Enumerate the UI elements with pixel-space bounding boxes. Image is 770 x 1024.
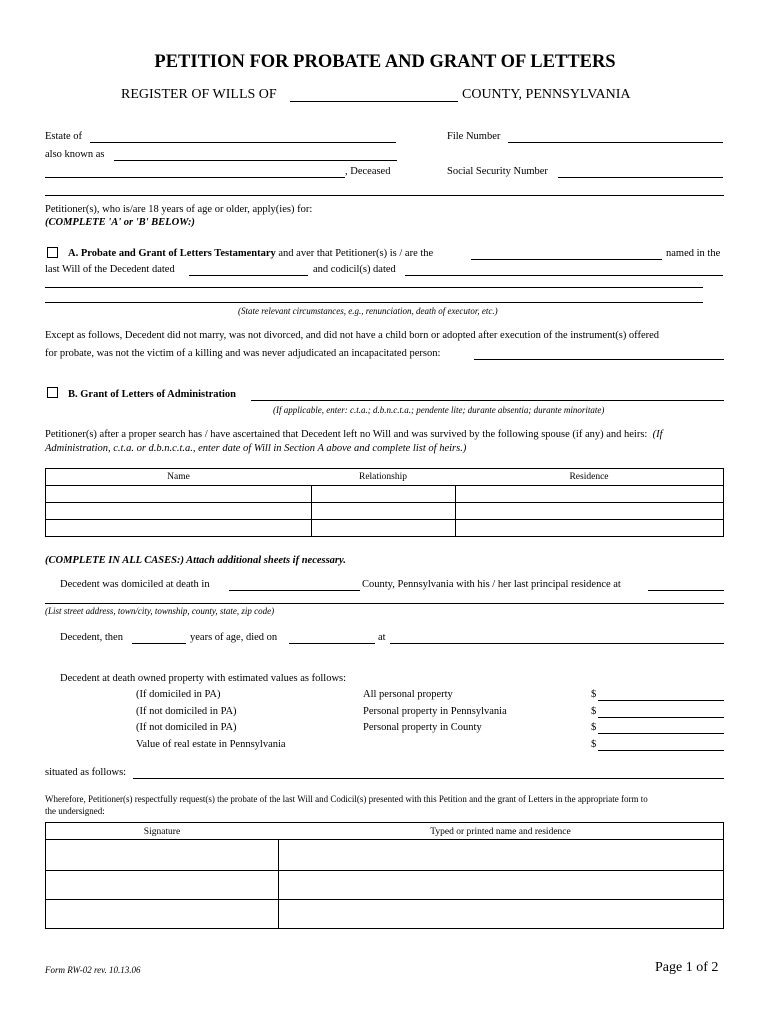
deceased-label: , Deceased (345, 166, 391, 177)
section-divider (45, 195, 724, 196)
aka-field-2[interactable] (45, 177, 345, 178)
situated-field[interactable] (133, 778, 724, 779)
except-field[interactable] (474, 359, 724, 360)
section-a-title: A. Probate and Grant of Letters Testamentary (68, 248, 276, 259)
circumstances-line-2[interactable] (45, 302, 703, 303)
register-suffix: COUNTY, PENNSYLVANIA (462, 87, 631, 102)
wherefore-line-1: Wherefore, Petitioner(s) respectfully request(s) the probate of the last Will and Codicil(s) presented with this Petition and the grant of Letters in the appropriate form to (45, 794, 648, 804)
currency-symbol: $ (591, 706, 597, 717)
currency-symbol: $ (591, 722, 597, 733)
search-line-1-italic: (If (652, 429, 663, 440)
search-line-2: Administration, c.t.a. or d.b.n.c.t.a., enter date of Will in Section A above and complete list of heirs.) (45, 443, 467, 454)
petitioner-role-field[interactable] (471, 259, 662, 260)
decedent-then-label: Decedent, then (60, 632, 123, 643)
age-field[interactable] (132, 643, 186, 644)
section-b-title: B. Grant of Letters of Administration (68, 389, 236, 400)
heirs-cell[interactable] (456, 503, 723, 519)
petitioners-intro: Petitioner(s), who is/are 18 years of age or older, apply(ies) for: (45, 204, 313, 215)
will-date-field[interactable] (189, 275, 308, 276)
residence-field-2[interactable] (45, 603, 724, 604)
signature-cell[interactable] (46, 900, 278, 928)
ssn-field[interactable] (558, 177, 723, 178)
county-field[interactable] (290, 101, 458, 102)
property-condition: (If not domiciled in PA) (136, 722, 237, 733)
years-died-label: years of age, died on (190, 632, 278, 643)
real-estate-value[interactable] (598, 750, 724, 751)
property-condition: Value of real estate in Pennsylvania (136, 739, 286, 750)
property-condition: (If not domiciled in PA) (136, 706, 237, 717)
all-personal-property-value[interactable] (598, 700, 724, 701)
estate-of-field[interactable] (90, 142, 396, 143)
address-note: (List street address, town/city, township, county, state, zip code) (45, 606, 275, 616)
signature-cell[interactable] (46, 840, 278, 870)
heirs-col-name: Name (167, 472, 190, 482)
name-residence-col-header: Typed or printed name and residence (430, 827, 571, 837)
heirs-cell[interactable] (456, 486, 723, 502)
estate-of-label: Estate of (45, 131, 83, 142)
heirs-cell[interactable] (46, 503, 311, 519)
section-b-checkbox[interactable] (47, 387, 58, 398)
wherefore-line-2: the undersigned: (45, 806, 105, 816)
aka-field[interactable] (114, 160, 397, 161)
file-number-field[interactable] (508, 142, 723, 143)
page-title: PETITION FOR PROBATE AND GRANT OF LETTERS (154, 52, 616, 72)
circumstances-note: (State relevant circumstances, e.g., renunciation, death of executor, etc.) (238, 306, 498, 316)
codicil-date-field[interactable] (405, 275, 723, 276)
heirs-cell[interactable] (312, 486, 455, 502)
section-a-aver: and aver that Petitioner(s) is / are the (275, 248, 434, 259)
signature-cell[interactable] (46, 871, 278, 899)
heirs-cell[interactable] (312, 520, 455, 536)
signature-col-header: Signature (143, 827, 181, 837)
property-type: Personal property in Pennsylvania (363, 706, 507, 717)
name-residence-cell[interactable] (279, 871, 723, 899)
heirs-table (45, 468, 724, 537)
death-place-field[interactable] (390, 643, 724, 644)
register-prefix: REGISTER OF WILLS OF (121, 87, 277, 102)
domiciled-label: Decedent was domiciled at death in (60, 579, 210, 590)
all-cases-heading: (COMPLETE IN ALL CASES:) Attach additional sheets if necessary. (45, 555, 346, 566)
domiciled-county-field[interactable] (229, 590, 360, 591)
heirs-col-relationship: Relationship (358, 472, 408, 482)
residence-field[interactable] (648, 590, 724, 591)
except-line-1: Except as follows, Decedent did not marry, was not divorced, and did not have a child born or adopted after execution of the instrument(s) offered (45, 330, 660, 341)
property-type: Personal property in County (363, 722, 482, 733)
county-personal-property-value[interactable] (598, 733, 724, 734)
administration-field[interactable] (251, 400, 724, 401)
search-line-1-text: Petitioner(s) after a proper search has / have ascertained that Decedent left no Will and was survived by the following spouse (if any) and heirs: (45, 429, 648, 440)
named-in-label: named in the (666, 248, 721, 259)
search-line-1 (45, 429, 663, 440)
property-condition: (If domiciled in PA) (136, 689, 221, 700)
currency-symbol: $ (591, 689, 597, 700)
section-a-text (68, 248, 433, 259)
property-intro: Decedent at death owned property with estimated values as follows: (60, 673, 347, 684)
name-residence-cell[interactable] (279, 840, 723, 870)
situated-label: situated as follows: (45, 767, 127, 778)
heirs-cell[interactable] (312, 503, 455, 519)
section-a-checkbox[interactable] (47, 247, 58, 258)
heirs-cell[interactable] (46, 486, 311, 502)
at-label: at (378, 632, 386, 643)
form-id: Form RW-02 rev. 10.13.06 (45, 965, 141, 975)
ssn-label: Social Security Number (447, 166, 548, 177)
aka-label: also known as (45, 149, 105, 160)
except-line-2: for probate, was not the victim of a killing and was never adjudicated an incapacitated person: (45, 348, 441, 359)
file-number-label: File Number (447, 131, 501, 142)
signature-table (45, 822, 724, 929)
heirs-cell[interactable] (46, 520, 311, 536)
last-will-label: last Will of the Decedent dated (45, 264, 175, 275)
county-residence-text: County, Pennsylvania with his / her last principal residence at (362, 579, 621, 590)
section-b-note: (If applicable, enter: c.t.a.; d.b.n.c.t.a.; pendente lite; durante absentia; durante minoritate) (273, 405, 605, 415)
name-residence-cell[interactable] (279, 900, 723, 928)
heirs-col-residence: Residence (569, 472, 609, 482)
death-date-field[interactable] (289, 643, 375, 644)
circumstances-line-1[interactable] (45, 287, 703, 288)
property-type: All personal property (363, 689, 453, 700)
complete-a-or-b: (COMPLETE 'A' or 'B' BELOW:) (45, 217, 195, 228)
page-number: Page 1 of 2 (655, 960, 719, 975)
codicil-label: and codicil(s) dated (313, 264, 396, 275)
currency-symbol: $ (591, 739, 597, 750)
heirs-cell[interactable] (456, 520, 723, 536)
pa-personal-property-value[interactable] (598, 717, 724, 718)
